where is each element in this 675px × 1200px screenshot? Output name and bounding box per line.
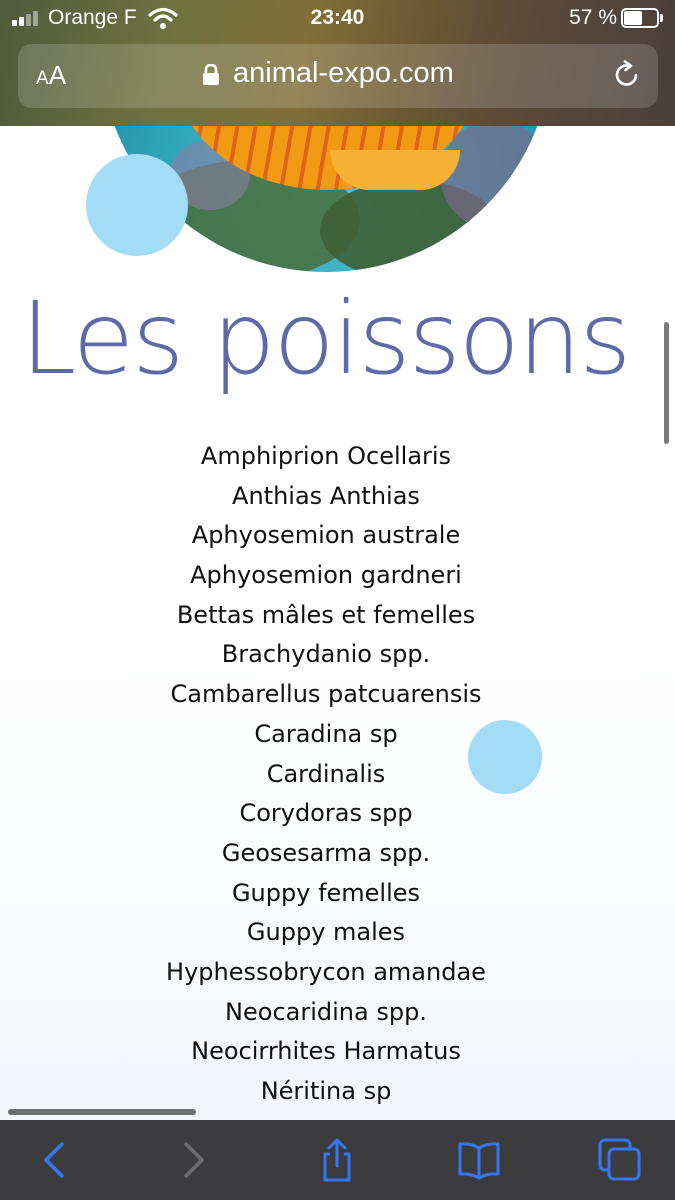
species-item: Guppy males xyxy=(246,918,406,947)
species-item: Aphyosemion gardneri xyxy=(190,561,462,590)
back-chevron-icon[interactable] xyxy=(30,1136,78,1184)
species-item: Néritina sp xyxy=(260,1077,392,1105)
species-item: Guppy femelles xyxy=(231,878,421,907)
species-item: Bettas mâles et femelles xyxy=(176,600,476,629)
species-item: Brachydanio spp. xyxy=(221,640,431,669)
page-title: Les poissons xyxy=(20,280,630,397)
browser-top-chrome xyxy=(0,0,675,126)
forward-chevron-icon[interactable] xyxy=(170,1136,218,1184)
scroll-indicator[interactable] xyxy=(664,322,669,444)
species-item: Aphyosemion australe xyxy=(191,521,461,550)
battery-percent: 57 % xyxy=(569,6,617,29)
text-size-button[interactable]: AA xyxy=(36,60,67,90)
species-item: Anthias Anthias xyxy=(232,481,420,510)
status-clock: 23:40 xyxy=(310,6,365,29)
carrier-name: Orange F xyxy=(48,6,137,29)
url-text[interactable]: animal-expo.com xyxy=(233,57,454,89)
species-item: Cardinalis xyxy=(266,759,386,788)
species-item: Neocirrhites Harmatus xyxy=(191,1037,461,1066)
lock-icon xyxy=(202,64,220,86)
species-item: Geosesarma spp. xyxy=(221,838,431,867)
status-bar xyxy=(0,0,675,38)
reload-icon[interactable] xyxy=(610,58,644,92)
tabs-icon[interactable] xyxy=(596,1136,644,1184)
species-list xyxy=(0,437,652,1112)
decorative-bubble xyxy=(86,154,188,256)
species-item: Hyphessobrycon amandae xyxy=(166,957,486,986)
species-item: Amphiprion Ocellaris xyxy=(200,442,452,470)
home-indicator xyxy=(8,1109,196,1115)
address-bar[interactable] xyxy=(18,44,658,108)
book-icon[interactable] xyxy=(455,1136,503,1184)
share-icon[interactable] xyxy=(313,1136,361,1184)
species-item: Caradina sp xyxy=(254,719,398,748)
species-item: Cambarellus patcuarensis xyxy=(170,680,482,709)
species-item: Neocaridina spp. xyxy=(225,997,427,1026)
browser-toolbar xyxy=(0,1120,675,1200)
battery-icon xyxy=(621,8,663,28)
species-item: Corydoras spp xyxy=(239,799,413,828)
